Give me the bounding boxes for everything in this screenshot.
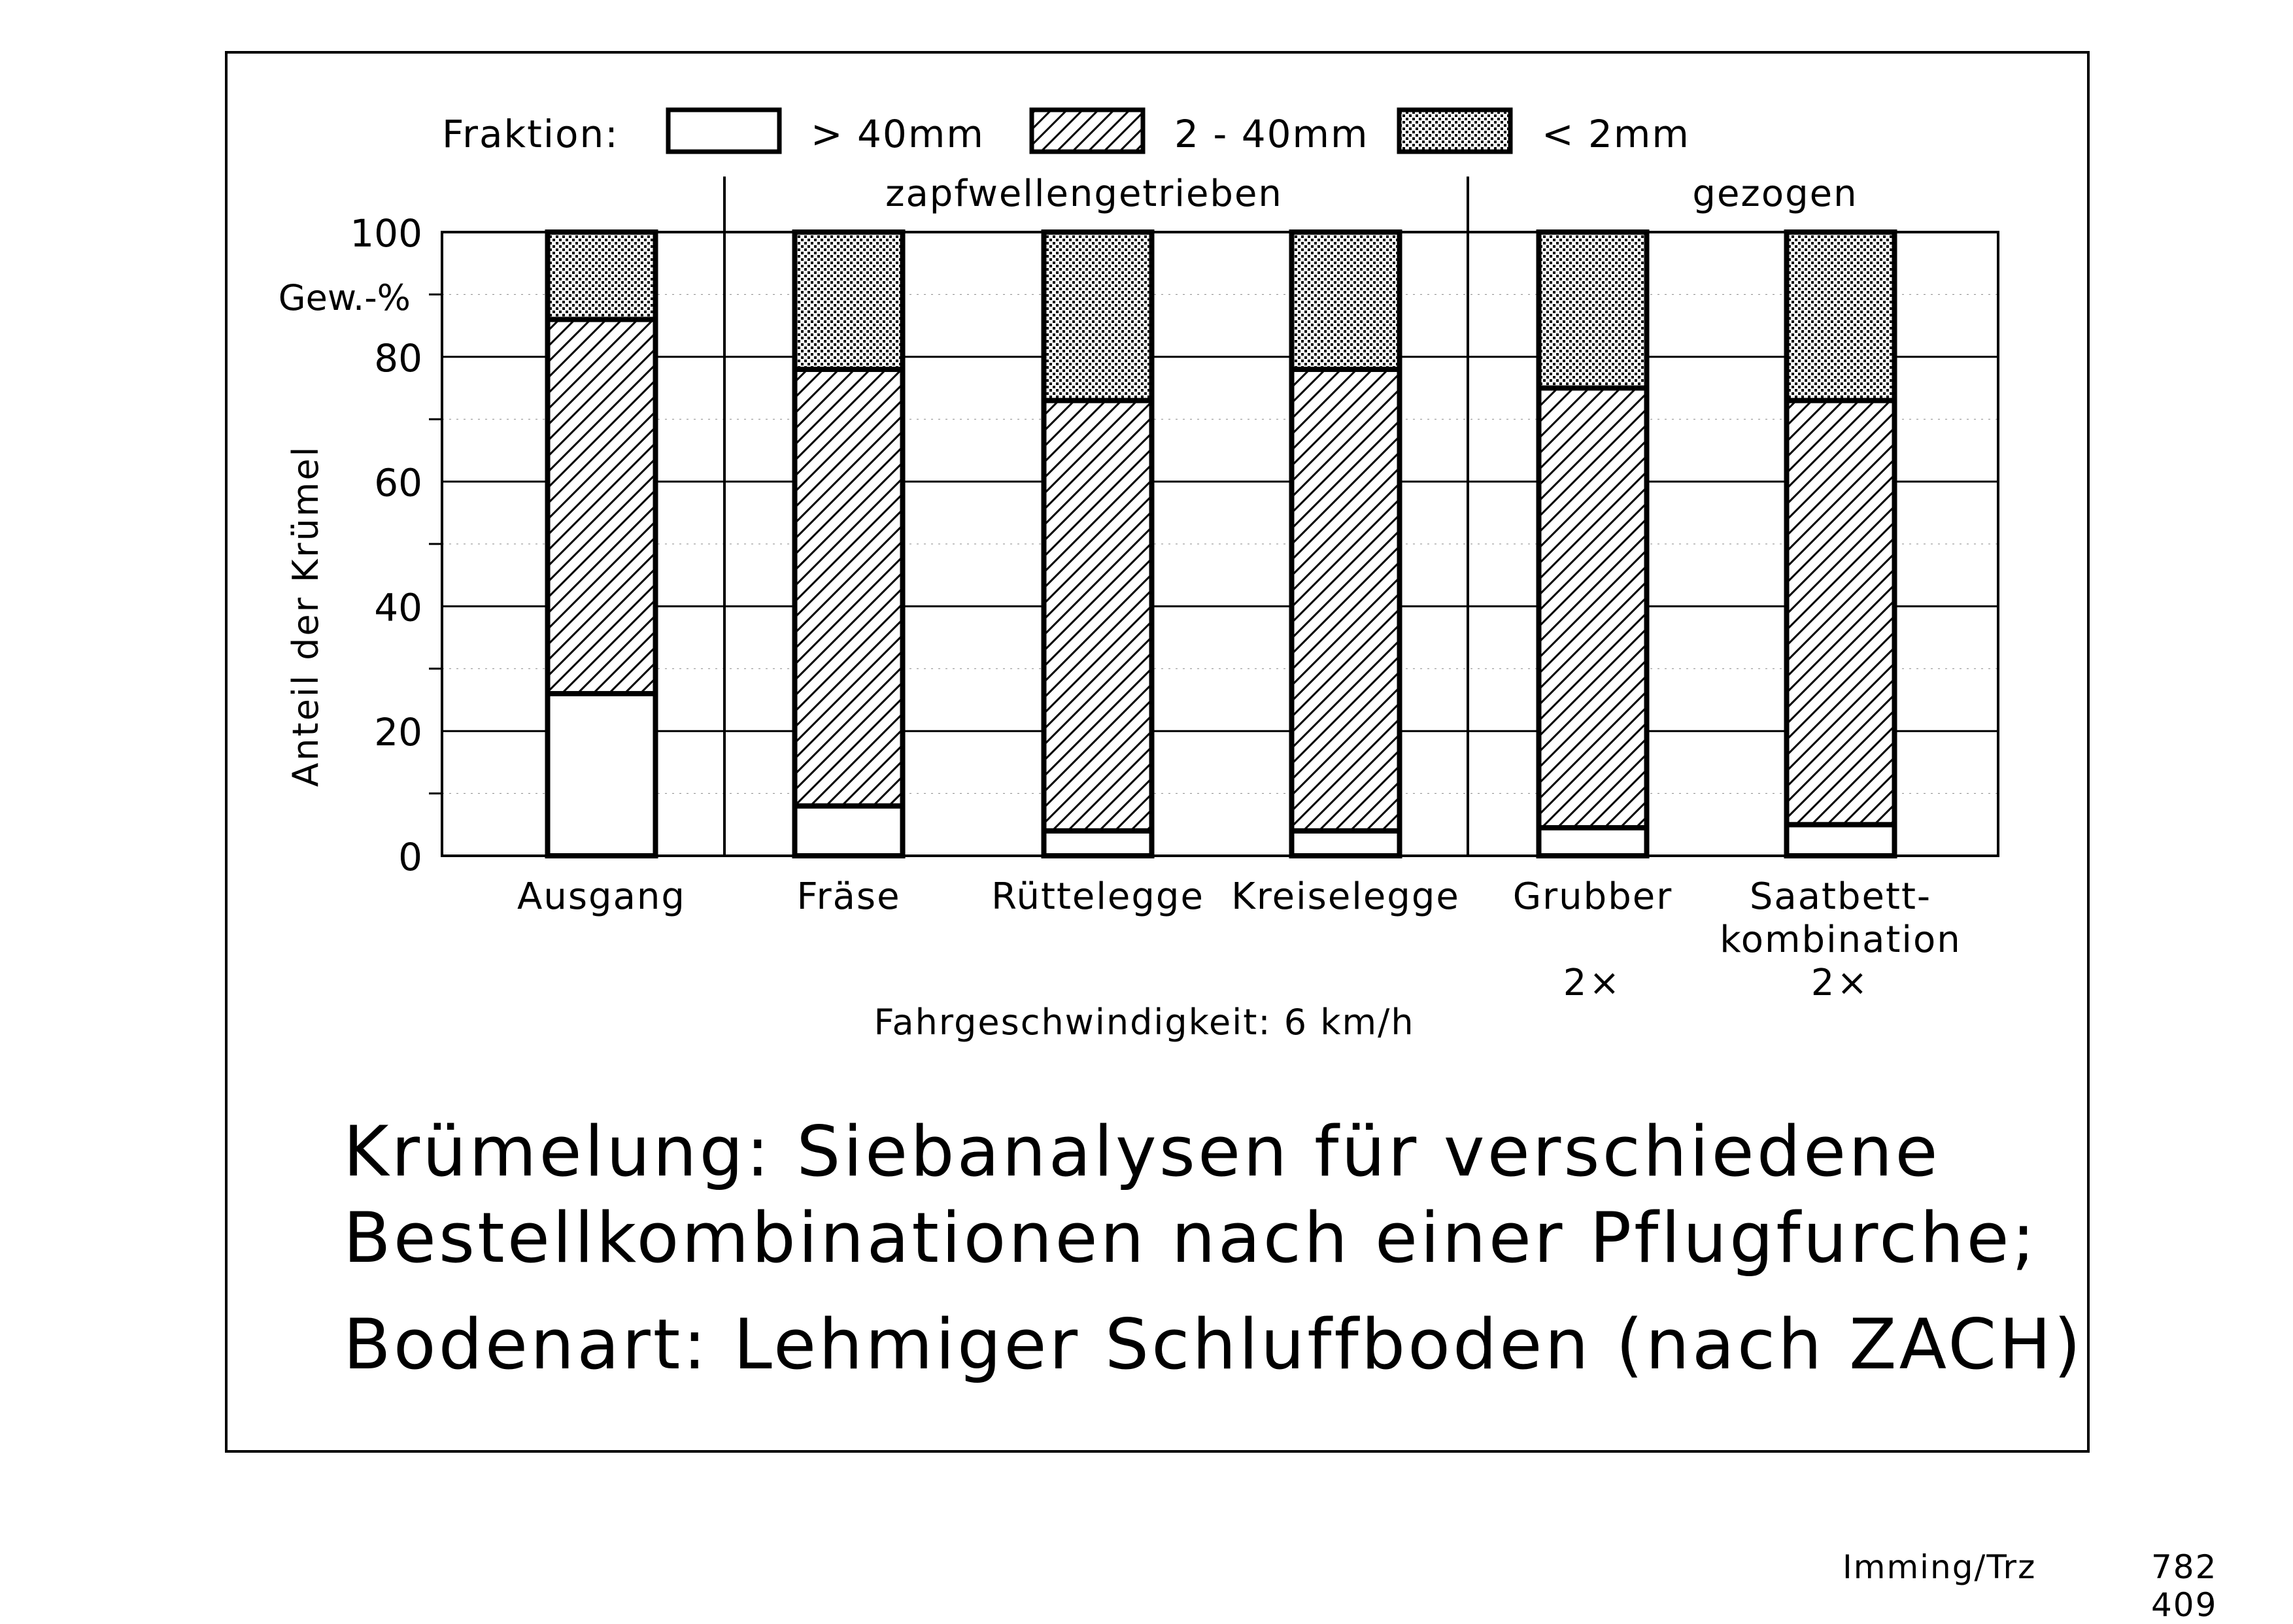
bar-segment <box>795 369 903 806</box>
caption-line-3: Bodenart: Lehmiger Schluffboden (nach ZACH) <box>343 1304 2084 1385</box>
bar-segment <box>1787 232 1895 401</box>
caption-line-1: Krümelung: Siebanalysen für verschiedene <box>343 1111 1941 1192</box>
bar-segment <box>548 320 656 694</box>
bar-segment <box>1539 828 1647 856</box>
gridlines <box>442 294 1998 793</box>
x-tick-label: Grubber <box>1512 875 1673 918</box>
bars <box>548 232 1895 856</box>
x-axis-labels <box>517 875 1962 1004</box>
y-unit-label: Gew.-% <box>278 277 411 318</box>
y-tick-label: 20 <box>374 710 422 755</box>
y-tick-label: 80 <box>374 335 422 381</box>
group-label: gezogen <box>1692 173 1858 215</box>
bar-segment <box>1292 369 1400 831</box>
legend <box>442 110 1690 156</box>
bar-segment <box>1044 401 1152 831</box>
bar-segment <box>548 232 656 320</box>
bar-segment <box>1787 401 1895 825</box>
footer-number: 782 409 <box>2151 1548 2218 1624</box>
bar-segment <box>1044 232 1152 401</box>
x-tick-label: Ausgang <box>517 875 686 918</box>
bar-segment <box>795 232 903 369</box>
y-tick-label: 100 <box>350 211 422 256</box>
x-tick-sublabel: 2× <box>1810 962 1871 1004</box>
bar-segment <box>1539 232 1647 388</box>
legend-swatch <box>668 110 779 152</box>
bar-segment <box>548 694 656 856</box>
legend-label: < 2mm <box>1542 112 1690 156</box>
bar-segment <box>1044 831 1152 856</box>
y-axis-label: Anteil der Krümel <box>285 445 326 787</box>
bar-segment <box>1787 824 1895 856</box>
footer-author: Imming/Trz <box>1843 1548 2037 1586</box>
caption-line-2: Bestellkombinationen nach einer Pflugfurche; <box>343 1198 2038 1278</box>
group-label: zapfwellengetrieben <box>885 173 1283 215</box>
legend-label: > 40mm <box>811 112 985 156</box>
speed-annotation: Fahrgeschwindigkeit: 6 km/h <box>874 1002 1415 1043</box>
legend-swatch <box>1032 110 1143 152</box>
x-tick-label: kombination <box>1720 919 1962 961</box>
x-tick-sublabel: 2× <box>1563 962 1623 1004</box>
y-tick-label: 60 <box>374 460 422 505</box>
legend-title: Fraktion: <box>442 112 619 156</box>
x-tick-label: Saatbett- <box>1749 875 1932 918</box>
legend-label: 2 - 40mm <box>1174 112 1369 156</box>
bar-segment <box>1539 388 1647 828</box>
x-tick-label: Rüttelegge <box>991 875 1204 918</box>
bar-segment <box>1292 831 1400 856</box>
group-labels <box>885 173 1858 215</box>
x-tick-label: Kreiselegge <box>1231 875 1460 918</box>
bar-segment <box>1292 232 1400 369</box>
x-tick-label: Fräse <box>796 875 901 918</box>
legend-swatch <box>1399 110 1510 152</box>
bar-segment <box>795 806 903 856</box>
y-tick-label: 0 <box>398 835 422 879</box>
y-tick-label: 40 <box>374 585 422 630</box>
